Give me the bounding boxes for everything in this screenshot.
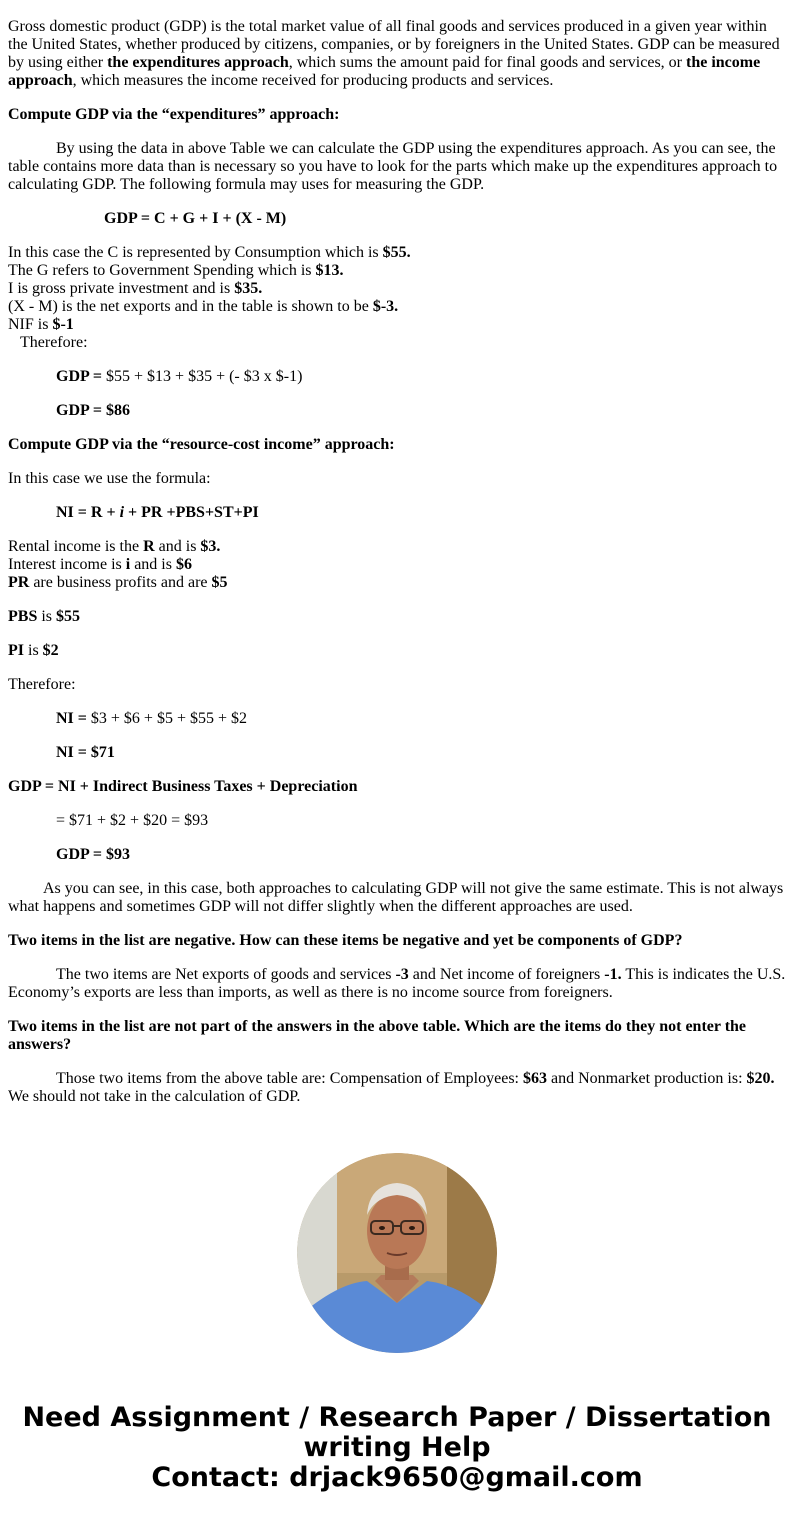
answer-1-text-1: The two items are Net exports of goods and services — [56, 966, 396, 983]
question-1-text: Two items in the list are negative. How can these items be negative and yet be components of GDP? — [8, 932, 683, 949]
ni-formula — [8, 504, 786, 522]
ni-result — [8, 744, 786, 762]
conclusion-paragraph: As you can see, in this case, both approaches to calculating GDP will not give the same estimate. This is not always what happens and sometimes GDP will not differ slightly when the different approaches are used. — [8, 880, 784, 915]
pbs-line — [8, 608, 786, 626]
profits-text: are business profits and are — [29, 574, 212, 591]
gdp-calculation-label: GDP = — [56, 368, 103, 385]
answer-1-bold-2: -1. — [604, 966, 622, 983]
investment-value: $35. — [234, 280, 263, 297]
ni-formula-interest: i — [119, 504, 125, 521]
expenditures-paragraph: By using the data in above Table we can calculate the GDP using the expenditures approach. As you can see, the table contains more data than is necessary so you have to look for the parts which make up the expenditures approach to calculating GDP. The following formula may uses for measuring the GDP. — [8, 140, 778, 193]
answer-1-text-2: and Net income of foreigners — [408, 966, 605, 983]
intro-bold-1: the expenditures approach — [107, 54, 289, 71]
intro-paragraph — [8, 18, 786, 90]
income-intro: In this case we use the formula: — [8, 470, 211, 487]
interest-income-line — [8, 556, 786, 574]
author-portrait — [297, 1153, 497, 1353]
rental-income-line — [8, 538, 786, 556]
rental-text-1: Rental income is the — [8, 538, 144, 555]
intro-bold-2: the income approach — [8, 54, 761, 89]
interest-symbol: i — [125, 556, 131, 573]
answer-2-text-2: and Nonmarket production is: — [547, 1070, 747, 1087]
consumption-value: $55. — [382, 244, 411, 261]
contact-banner — [0, 1403, 794, 1493]
document-body — [8, 18, 786, 1122]
investment-line — [8, 280, 786, 298]
ni-result-text: NI = $71 — [56, 744, 115, 761]
ni-formula-part-a: NI = R + — [56, 504, 120, 521]
nif-text: NIF is — [8, 316, 53, 333]
question-1 — [8, 932, 786, 950]
government-value: $13. — [315, 262, 344, 279]
ni-calculation — [8, 710, 786, 728]
pbs-symbol: PBS — [8, 608, 38, 625]
income-heading — [8, 436, 786, 454]
expenditures-heading-text: Compute GDP via the “expenditures” approach: — [8, 106, 340, 123]
gdp-result-expenditures — [8, 402, 786, 420]
ni-calculation-expression: $3 + $6 + $5 + $55 + $2 — [86, 710, 247, 727]
pi-line — [8, 642, 786, 660]
gdp-result-income — [8, 846, 786, 864]
rental-value: $3. — [200, 538, 221, 555]
answer-2-bold-1: $63 — [523, 1070, 547, 1087]
answer-2-bold-2: $20. — [746, 1070, 775, 1087]
gdp-ni-formula-text: GDP = NI + Indirect Business Taxes + Depreciation — [8, 778, 358, 795]
pbs-text: is — [37, 608, 57, 625]
ni-formula-part-b: + PR +PBS+ST+PI — [124, 504, 259, 521]
answer-1-bold-1: -3 — [395, 966, 409, 983]
banner-contact-email: Contact: drjack9650@gmail.com — [151, 1462, 643, 1493]
pi-text: is — [24, 642, 43, 659]
interest-value: $6 — [175, 556, 192, 573]
gdp-calculation — [8, 368, 786, 386]
ni-calculation-label: NI = — [56, 710, 87, 727]
gdp-ni-formula — [8, 778, 786, 796]
expenditures-therefore: Therefore: — [20, 334, 88, 351]
rental-symbol: R — [143, 538, 155, 555]
consumption-line — [8, 244, 786, 262]
author-avatar — [297, 1153, 497, 1353]
net-exports-text: (X - M) is the net exports and in the table is shown to be — [8, 298, 373, 315]
answer-1 — [8, 966, 786, 1002]
gdp-calculation-expression: $55 + $13 + $35 + (- $3 x $-1) — [102, 368, 303, 385]
consumption-text: In this case the C is represented by Consumption which is — [8, 244, 383, 261]
banner-line-2: writing Help — [303, 1432, 491, 1463]
nif-line — [8, 316, 786, 334]
interest-text-2: and is — [130, 556, 176, 573]
banner-line-1: Need Assignment / Research Paper / Dissertation — [22, 1402, 772, 1433]
intro-text-1: Gross domestic product (GDP) is the total market value of all final goods and services produced in a given year within the United States, whether produced by citizens, companies, or by foreigners in the United States. GDP can be measured by using either — [8, 18, 780, 71]
income-heading-text: Compute GDP via the “resource-cost income” approach: — [8, 436, 395, 453]
question-2-text: Two items in the list are not part of the answers in the above table. Which are the items do they not enter the answers? — [8, 1018, 747, 1053]
pi-symbol: PI — [8, 642, 24, 659]
interest-text-1: Interest income is — [8, 556, 126, 573]
income-therefore: Therefore: — [8, 676, 76, 693]
ni-formula-text — [56, 504, 259, 521]
answer-1-text-3: This is indicates the U.S. Economy’s exports are less than imports, as well as there is no income source from foreigners. — [8, 966, 786, 1001]
rental-text-2: and is — [154, 538, 201, 555]
pbs-value: $55 — [56, 608, 81, 625]
nif-value: $-1 — [52, 316, 74, 333]
government-line — [8, 262, 786, 280]
gdp-formula — [8, 210, 786, 228]
investment-text: I is gross private investment and is — [8, 280, 235, 297]
government-text: The G refers to Government Spending which is — [8, 262, 316, 279]
profits-symbol: PR — [8, 574, 30, 591]
answer-2-text-1: Those two items from the above table are: Compensation of Employees: — [56, 1070, 523, 1087]
intro-text-2: , which sums the amount paid for final goods and services, or — [288, 54, 686, 71]
gdp-result-expenditures-text: GDP = $86 — [56, 402, 131, 419]
net-exports-value: $-3. — [372, 298, 399, 315]
answer-2 — [8, 1070, 786, 1106]
gdp-formula-text: GDP = C + G + I + (X - M) — [104, 210, 287, 227]
answer-2-text-3: We should not take in the calculation of GDP. — [8, 1088, 301, 1105]
profits-line — [8, 574, 786, 592]
pi-value: $2 — [42, 642, 59, 659]
net-exports-line — [8, 298, 786, 316]
expenditures-heading — [8, 106, 786, 124]
intro-text-3: , which measures the income received for producing products and services. — [72, 72, 554, 89]
gdp-result-income-text: GDP = $93 — [56, 846, 131, 863]
profits-value: $5 — [211, 574, 228, 591]
gdp-ni-calculation: = $71 + $2 + $20 = $93 — [56, 812, 209, 829]
question-2 — [8, 1018, 786, 1054]
